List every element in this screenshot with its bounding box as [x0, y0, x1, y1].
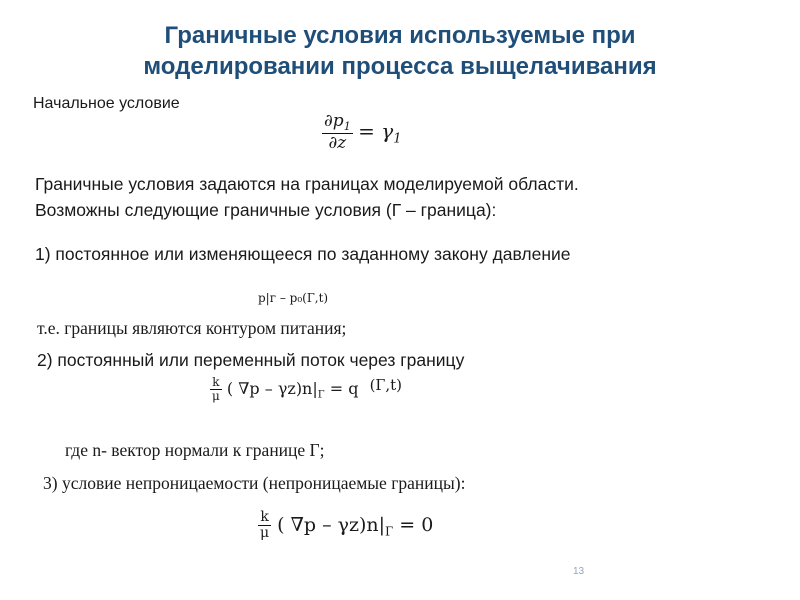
- title-line-1: Граничные условия используемые при: [164, 22, 636, 49]
- intro-line-1: Граничные условия задаются на границах моделируемой области.: [35, 174, 579, 194]
- condition-2-formula: $\frac{k}{\mu}$ ( $\nabla p - \gamma z)n|_Г = q$ (Г,t): [212, 375, 402, 404]
- condition-1-text: 1) постоянное или изменяющееся по заданному закону давление: [35, 244, 571, 264]
- intro-line-2: Возможны следующие граничные условия (Г – граница):: [35, 200, 497, 220]
- condition-3-text: 3) условие непроницаемости (непроницаемые границы):: [43, 473, 466, 493]
- condition-1-formula: p|г – p₀(Г,t): [258, 291, 329, 305]
- title-line-2: моделировании процесса выщелачивания: [143, 53, 657, 80]
- k-over-mu-fraction: $\frac{k}{\mu}$: [260, 509, 270, 542]
- condition-1-note: т.е. границы являются контуром питания;: [37, 318, 347, 338]
- condition-2-text: 2) постоянный или переменный поток через границу: [37, 350, 465, 370]
- condition-3-formula: $\frac{k}{\mu}$ ( $\nabla p - \gamma z)n|_Г = 0$: [260, 509, 434, 542]
- page-number: 13: [573, 566, 585, 577]
- slide-title: [0, 20, 800, 82]
- k-over-mu-fraction: $\frac{k}{\mu}$: [212, 375, 220, 404]
- condition-2-note: где n- вектор нормали к границе Г;: [65, 440, 325, 460]
- initial-condition-formula: $\frac{\partial p_1}{\partial z}$ = $\gamma_1$: [324, 111, 402, 153]
- initial-condition-label: Начальное условие: [33, 95, 180, 112]
- formula-fraction: $\frac{\partial p_1}{\partial z}$: [324, 111, 351, 153]
